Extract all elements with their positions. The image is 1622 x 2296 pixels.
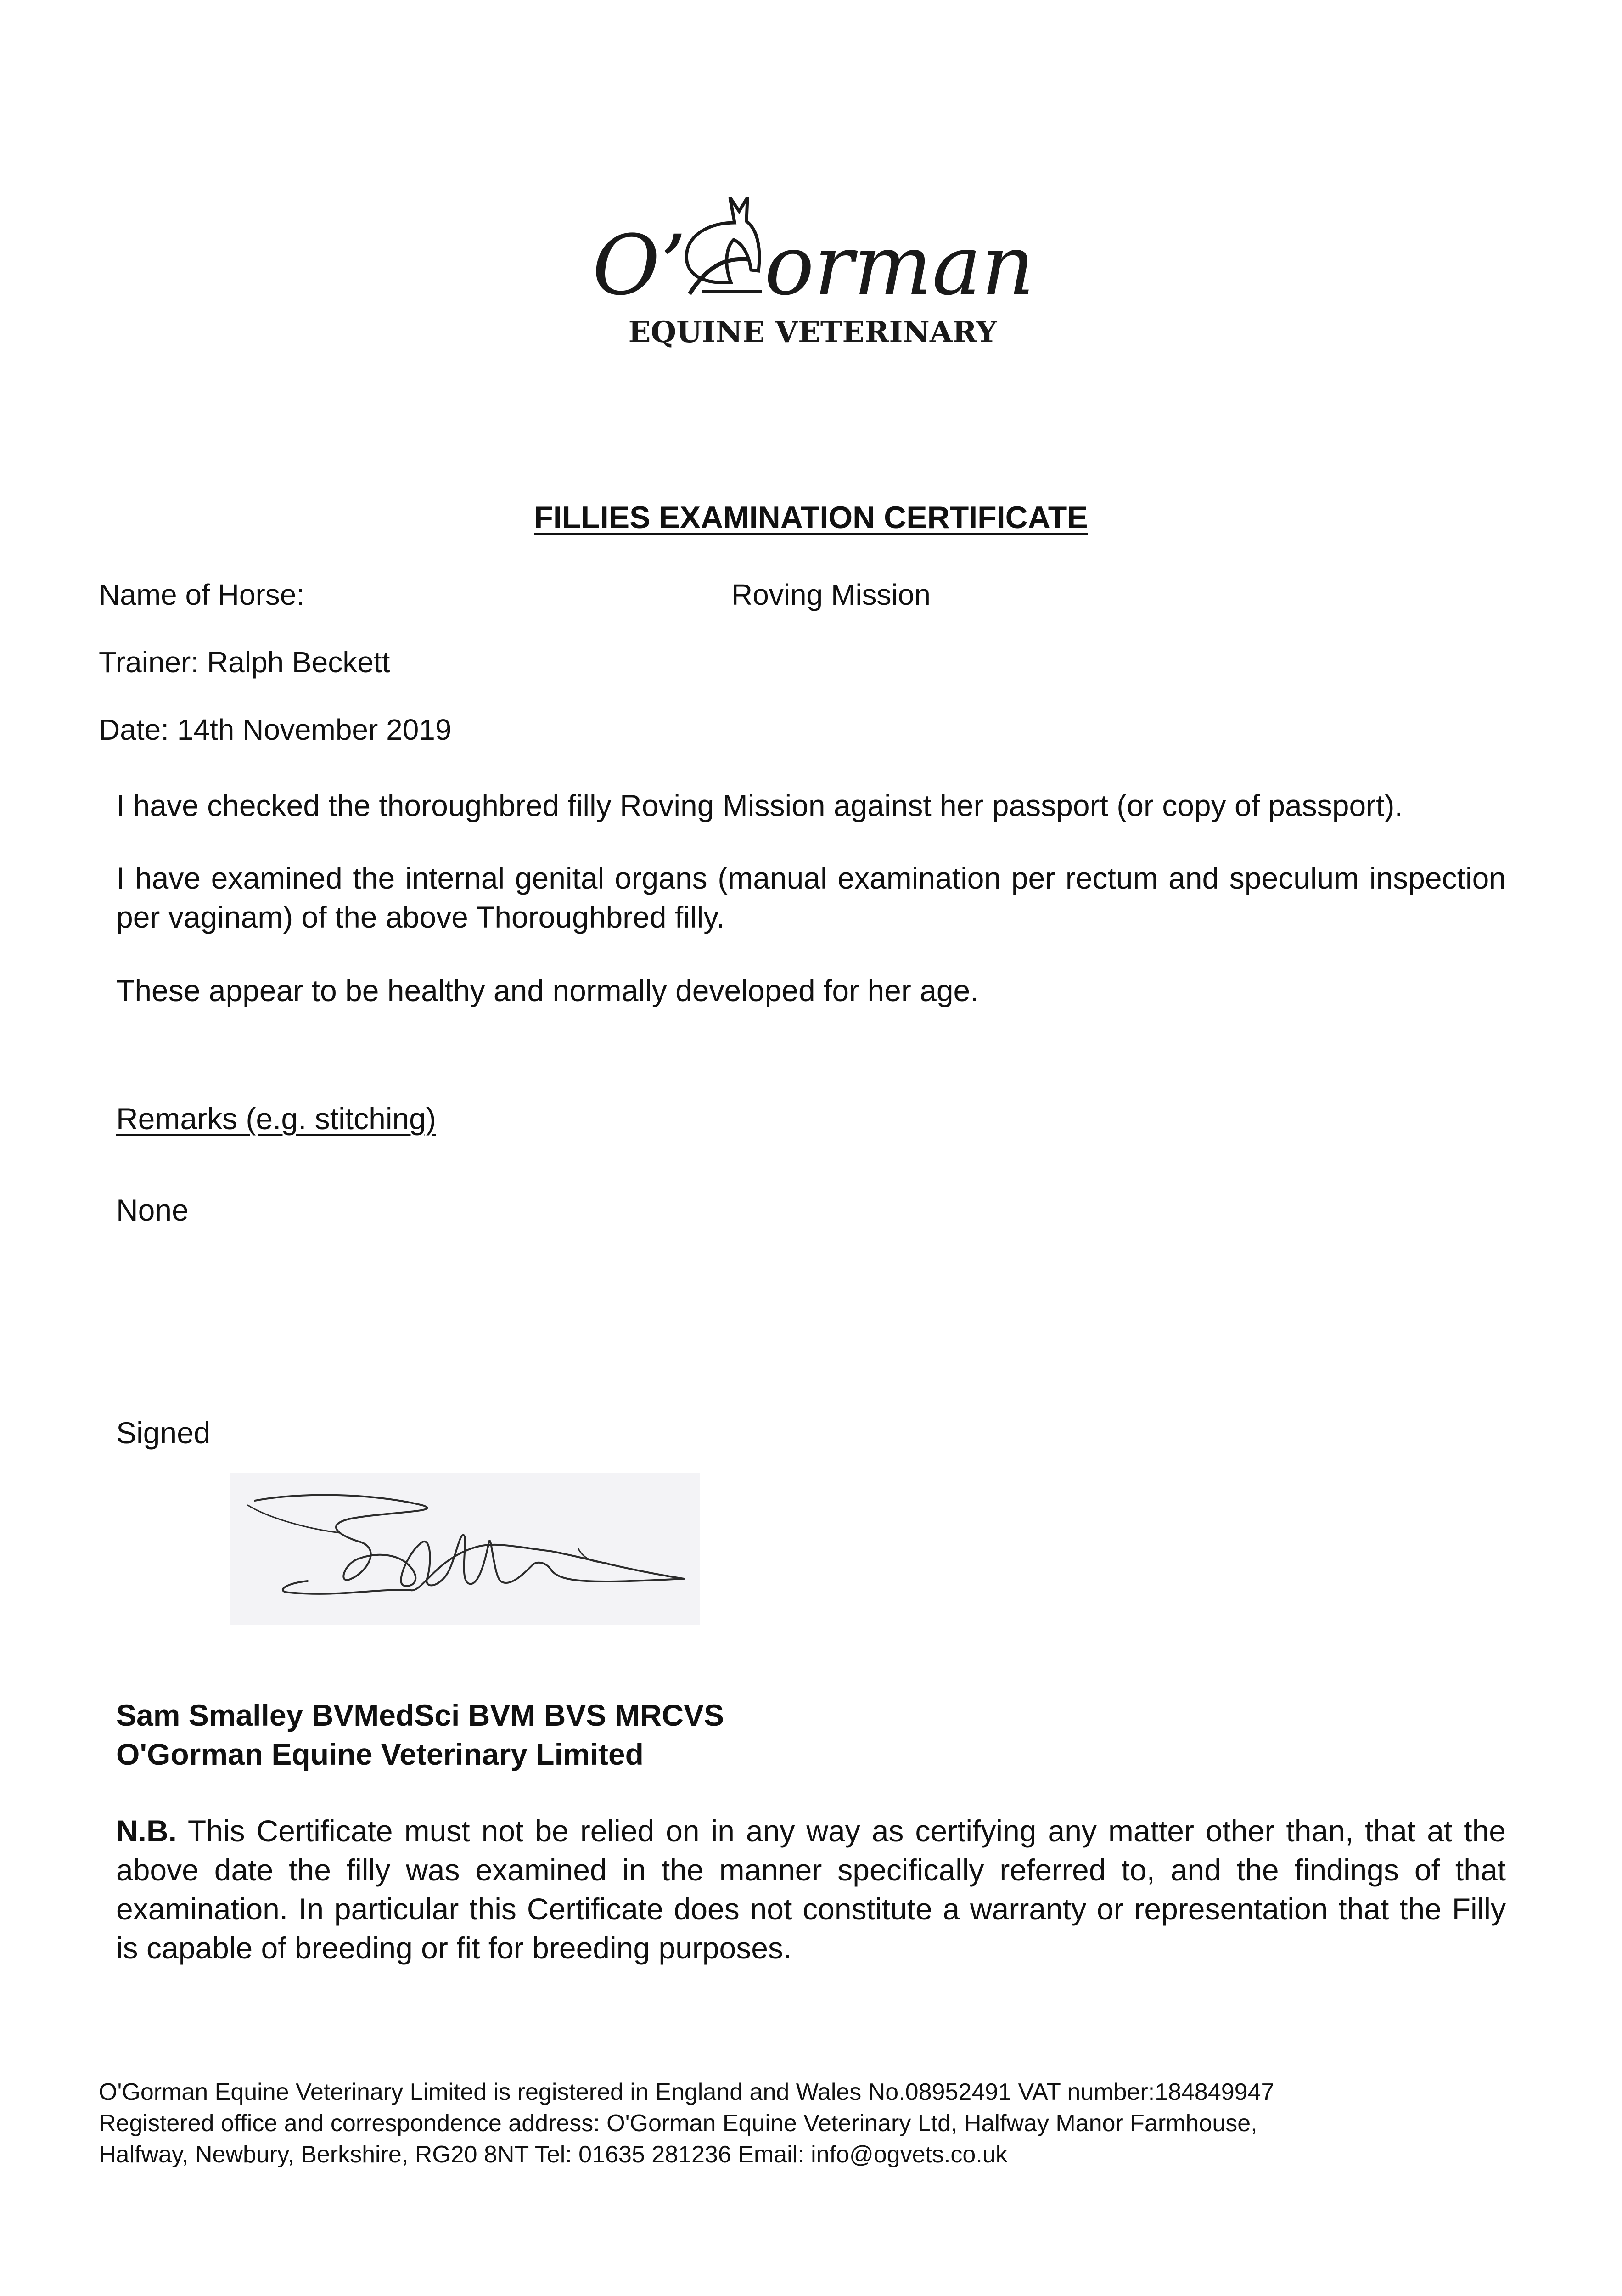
passport-check-paragraph: I have checked the thoroughbred filly Roving Mission against her passport (or copy of passport). bbox=[116, 788, 1403, 822]
remarks-label: Remarks (e.g. stitching) bbox=[116, 1102, 436, 1136]
nb-label: N.B. bbox=[116, 1814, 177, 1848]
footer bbox=[99, 2077, 1274, 2170]
footer-contact: Halfway, Newbury, Berkshire, RG20 8NT Tel: 01635 281236 Email: info@ogvets.co.uk bbox=[99, 2141, 1008, 2168]
findings-paragraph: These appear to be healthy and normally developed for her age. bbox=[116, 974, 979, 1007]
signed-label: Signed bbox=[116, 1416, 211, 1450]
footer-registration: O'Gorman Equine Veterinary Limited is registered in England and Wales No.08952491 VAT number:184849947 bbox=[99, 2079, 1274, 2105]
nb-text: This Certificate must not be relied on in any way as certifying any matter other than, that at the above date the filly was examined in the manner specifically referred to, and the findings of that examination. In particular this Certificate does not constitute a warranty or representation that the Filly is capable of breeding or fit for breeding purposes. bbox=[116, 1814, 1506, 1965]
horse-name-value: Roving Mission bbox=[731, 578, 931, 611]
signer-company: O'Gorman Equine Veterinary Limited bbox=[116, 1737, 644, 1771]
footer-address: Registered office and correspondence address: O'Gorman Equine Veterinary Ltd, Halfway Manor Farmhouse, bbox=[99, 2110, 1257, 2137]
remarks-value: None bbox=[116, 1193, 189, 1227]
date-line: Date: 14th November 2019 bbox=[99, 713, 452, 746]
signer-block bbox=[116, 1696, 724, 1774]
examination-paragraph: I have examined the internal genital organs (manual examination per rectum and speculum inspection per vaginam) of the above Thoroughbred filly. bbox=[116, 861, 1506, 934]
company-logo bbox=[588, 179, 1038, 372]
signer-name: Sam Smalley BVMedSci BVM BVS MRCVS bbox=[116, 1698, 724, 1732]
trainer-line: Trainer: Ralph Beckett bbox=[99, 646, 390, 679]
nb-notice bbox=[116, 1812, 1506, 1968]
logo-subtitle: EQUINE VETERINARY bbox=[628, 315, 997, 349]
svg-text:O’: O’ bbox=[592, 218, 686, 314]
certificate-title: FILLIES EXAMINATION CERTIFICATE bbox=[534, 500, 1088, 535]
handwritten-signature bbox=[230, 1473, 700, 1625]
svg-text:orman: orman bbox=[764, 218, 1035, 314]
horse-name-label: Name of Horse: bbox=[99, 578, 305, 611]
